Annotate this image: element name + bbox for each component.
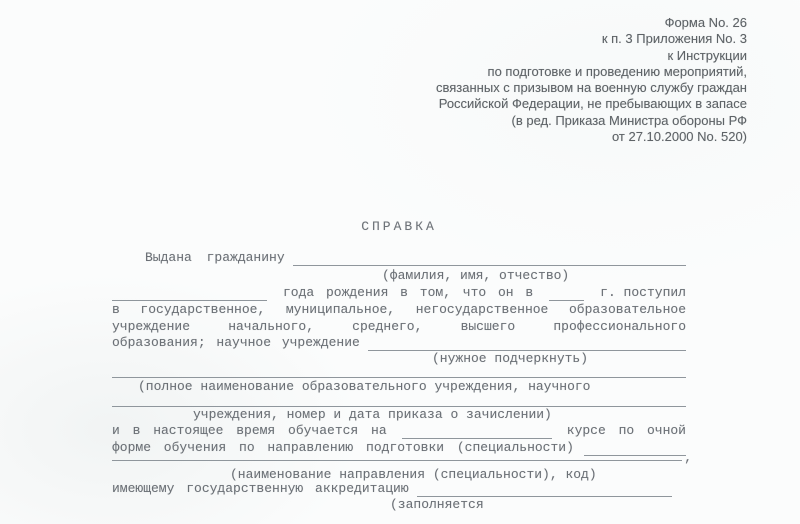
header-line: Форма No. 26: [664, 15, 747, 30]
science-institution-blank-field: [368, 335, 686, 351]
header-line: (в ред. Приказа Министра обороны РФ: [511, 112, 747, 128]
header-line: от 27.10.2000 No. 520): [611, 129, 747, 145]
institution-type-line-3: [112, 335, 686, 351]
fio-blank-field: [293, 250, 686, 266]
institution-name-blank-line-1: [112, 362, 686, 378]
header-line: к Инструкции: [667, 47, 747, 63]
institution-type-line-1: в государственное, муниципальное, негосударственное образовательное: [112, 302, 686, 317]
speciality-name-blank-field: [112, 445, 682, 461]
course-line-start-text: и в настоящее время обучается на: [112, 423, 387, 438]
institution-name-hint-2: учреждения, номер и дата приказа о зачислении): [193, 407, 552, 422]
institution-name-hint-1: (полное наименование образовательного учреждения, научного: [138, 379, 591, 394]
document-title: СПРАВКА: [361, 219, 437, 234]
accreditation-label: имеющему государственную аккредитацию: [112, 481, 409, 496]
paragraph-indent: [112, 250, 145, 266]
speciality-blank-line: [112, 445, 692, 465]
birth-line-text: года рождения в том, что он в: [282, 285, 534, 300]
header-line: Российской Федерации, не пребывающих в запасе: [438, 96, 747, 112]
header-line: по подготовке и проведению мероприятий,: [487, 63, 747, 79]
fill-note-hint: (заполняется: [390, 497, 484, 512]
underline-needed-hint: (нужное подчеркнуть): [432, 351, 589, 366]
form-reference-header: [436, 15, 747, 145]
course-blank-field: [402, 423, 552, 439]
header-line: связанных с призывом на военную службу граждан: [436, 80, 747, 96]
enrollment-year-blank-field: [549, 285, 584, 301]
course-line-end-text: курсе по очной: [566, 423, 686, 438]
birth-line: [112, 285, 686, 301]
trailing-comma: ,: [684, 450, 692, 465]
institution-type-line-2: учреждение начального, среднего, высшего профессионального: [112, 319, 686, 334]
issued-to-label: Выдана гражданину: [145, 250, 285, 265]
fio-hint: (фамилия, имя, отчество): [382, 268, 570, 283]
speciality-hint: (наименование направления (специальности), код): [230, 467, 597, 482]
course-line: [112, 423, 686, 439]
accreditation-line: [112, 481, 686, 497]
birth-line-end-text: г. поступил: [600, 285, 686, 300]
institution-name-blank-line-2: [112, 391, 686, 407]
science-institution-label: образования; научное учреждение: [112, 335, 360, 350]
birth-year-blank-field: [112, 285, 267, 301]
speciality-label: форме обучения по направлению подготовки (специальности): [112, 440, 574, 455]
header-line: к п. 3 Приложения No. 3: [601, 31, 747, 47]
issued-to-line: [112, 250, 686, 266]
accreditation-blank-field: [417, 481, 672, 497]
